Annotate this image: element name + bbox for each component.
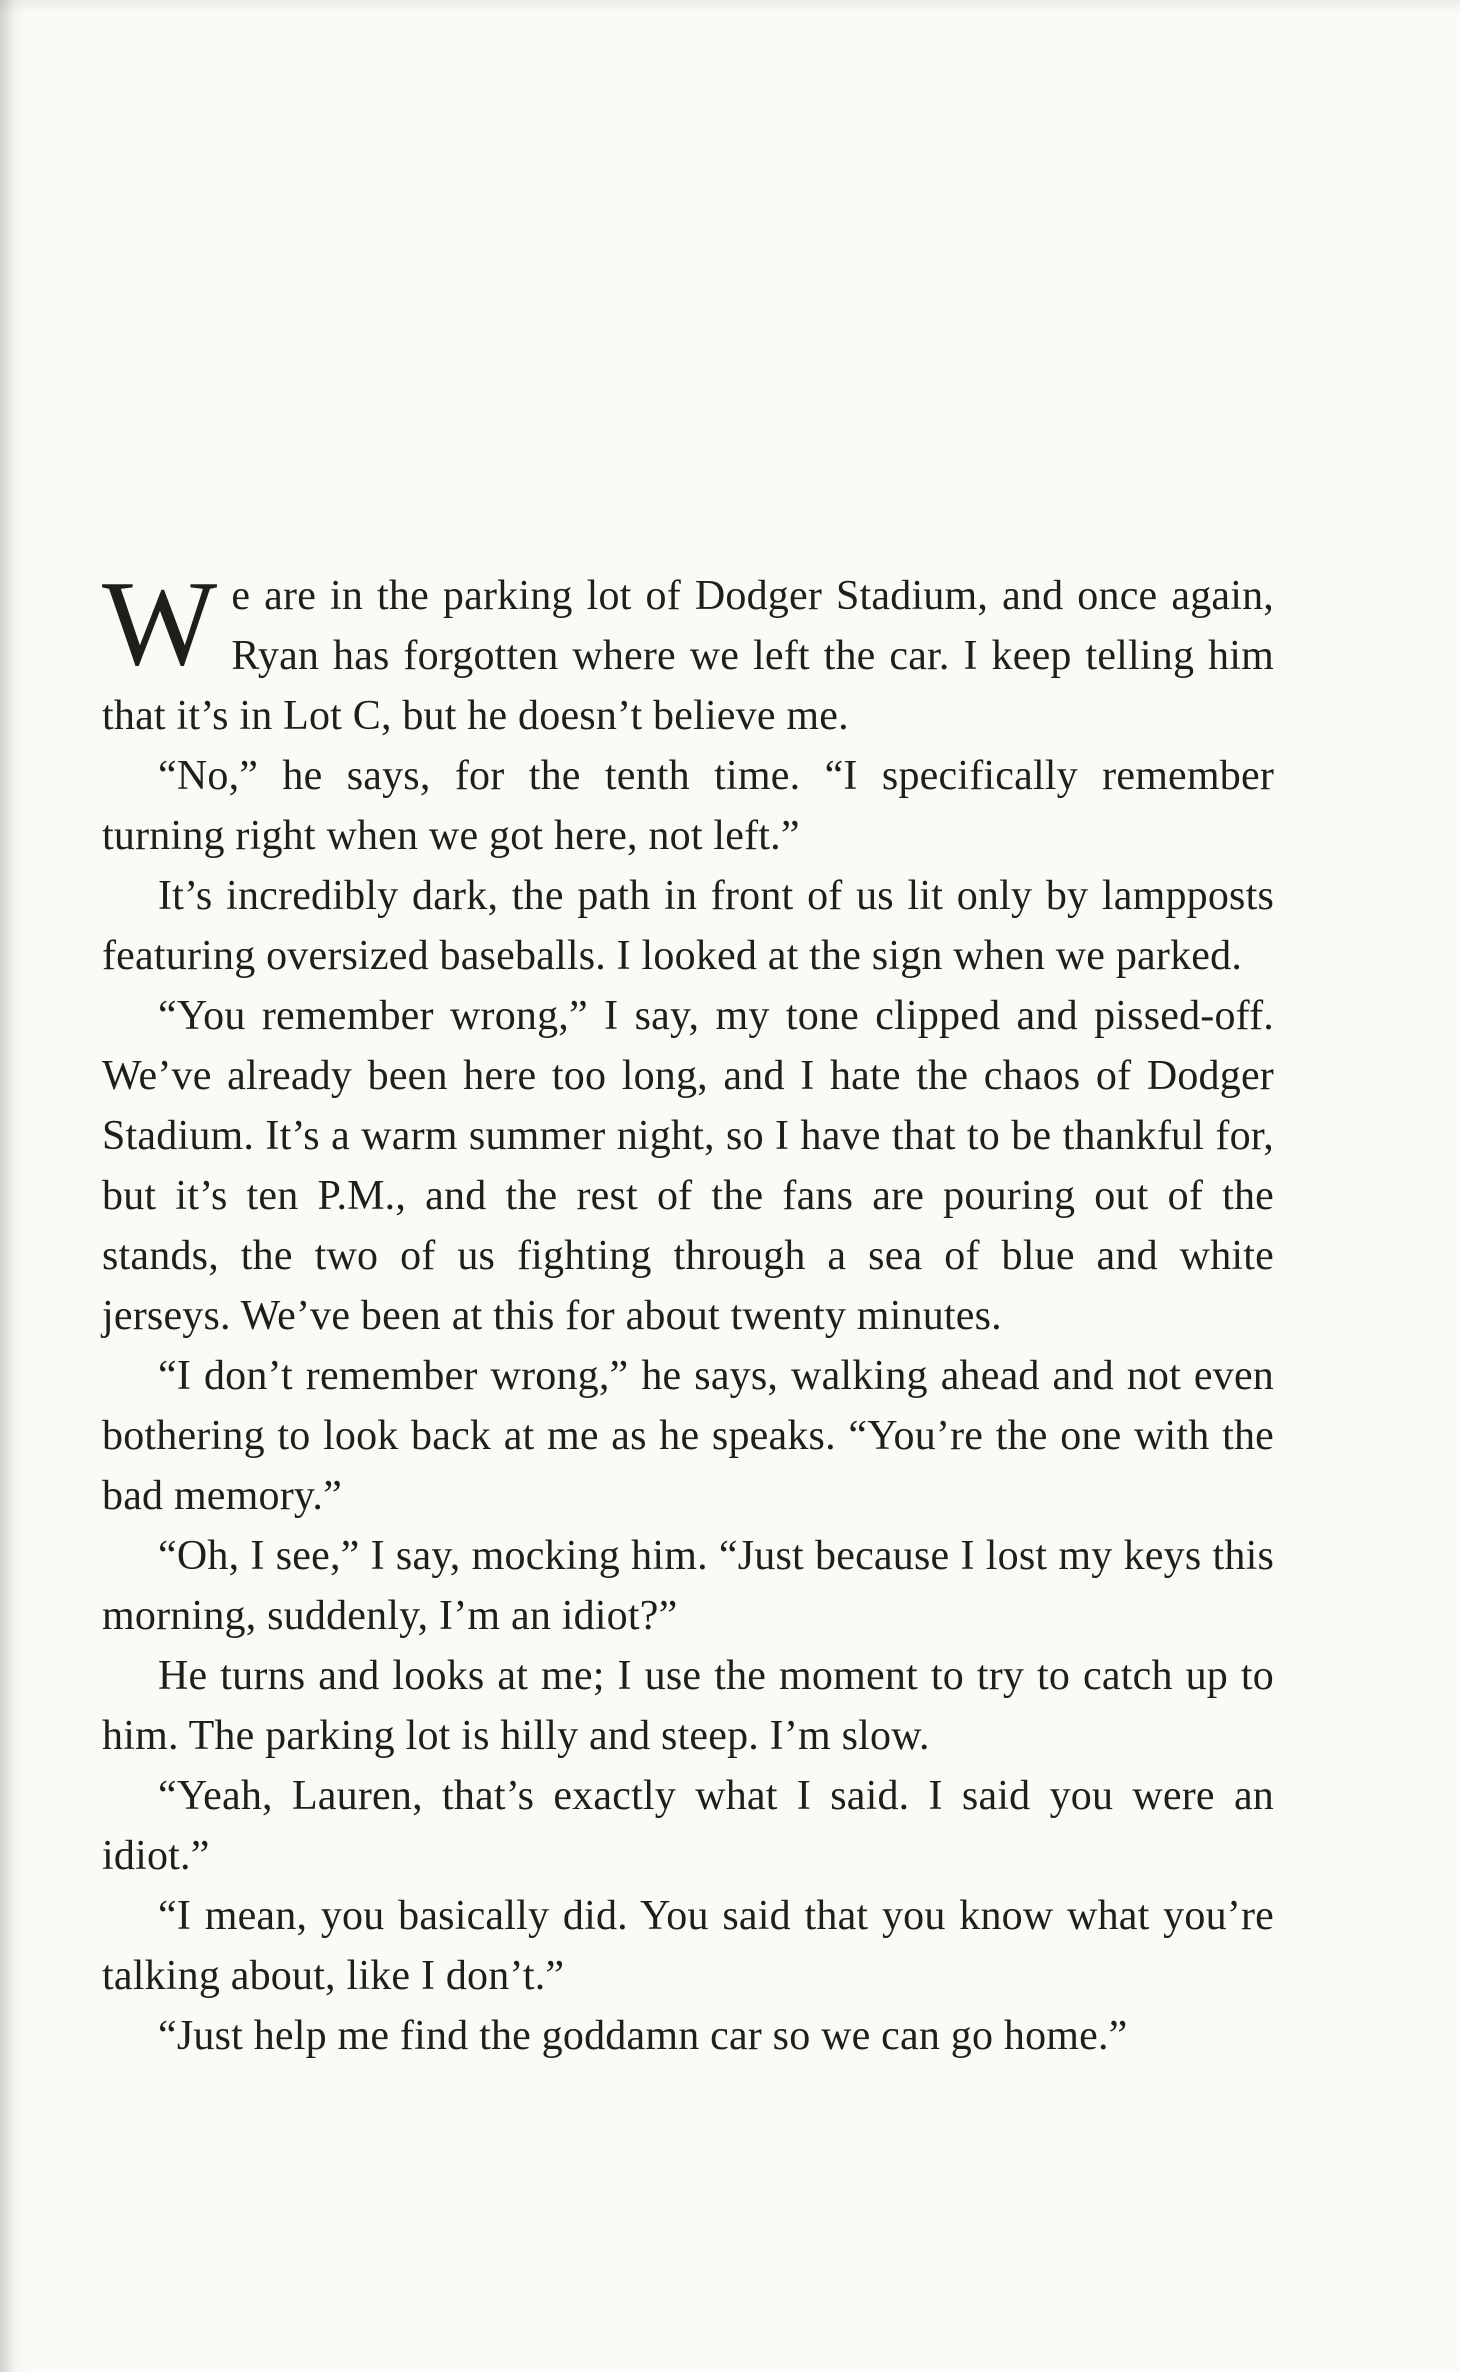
chapter-text-block	[102, 556, 1274, 2066]
paragraph: “No,” he says, for the tenth time. “I specifically remember turning right when we got here, not left.”	[102, 753, 1274, 859]
paragraph: He turns and looks at me; I use the moment to try to catch up to him. The parking lot is hilly and steep. I’m slow.	[102, 1653, 1274, 1759]
paragraph: “Yeah, Lauren, that’s exactly what I said. I said you were an idiot.”	[102, 1773, 1274, 1879]
paragraph: It’s incredibly dark, the path in front of us lit only by lampposts featuring oversized baseballs. I looked at the sign when we parked.	[102, 873, 1274, 979]
paragraph: “You remember wrong,” I say, my tone clipped and pissed-off. We’ve already been here too long, and I hate the chaos of Dodger Stadium. It’s a warm summer night, so I have that to be thankful for, but it’s ten P.M., and the rest of the fans are pouring out of the stands, the two of us fighting through a sea of blue and white jerseys. We’ve been at this for about twenty minutes.	[102, 993, 1274, 1339]
paragraph: “Oh, I see,” I say, mocking him. “Just because I lost my keys this morning, suddenly, I’m an idiot?”	[102, 1533, 1274, 1639]
paragraph: “I mean, you basically did. You said that you know what you’re talking about, like I don’t.”	[102, 1893, 1274, 1999]
paragraph: “I don’t remember wrong,” he says, walking ahead and not even bothering to look back at me as he speaks. “You’re the one with the bad memory.”	[102, 1353, 1274, 1519]
paragraph-text: e are in the parking lot of Dodger Stadium, and once again, Ryan has forgotten where we left the car. I keep telling him that it’s in Lot C, but he doesn’t believe me.	[102, 573, 1274, 739]
drop-cap: W	[102, 556, 218, 691]
paragraph	[102, 556, 1274, 746]
paragraph: “Just help me find the goddamn car so we can go home.”	[158, 2013, 1128, 2059]
